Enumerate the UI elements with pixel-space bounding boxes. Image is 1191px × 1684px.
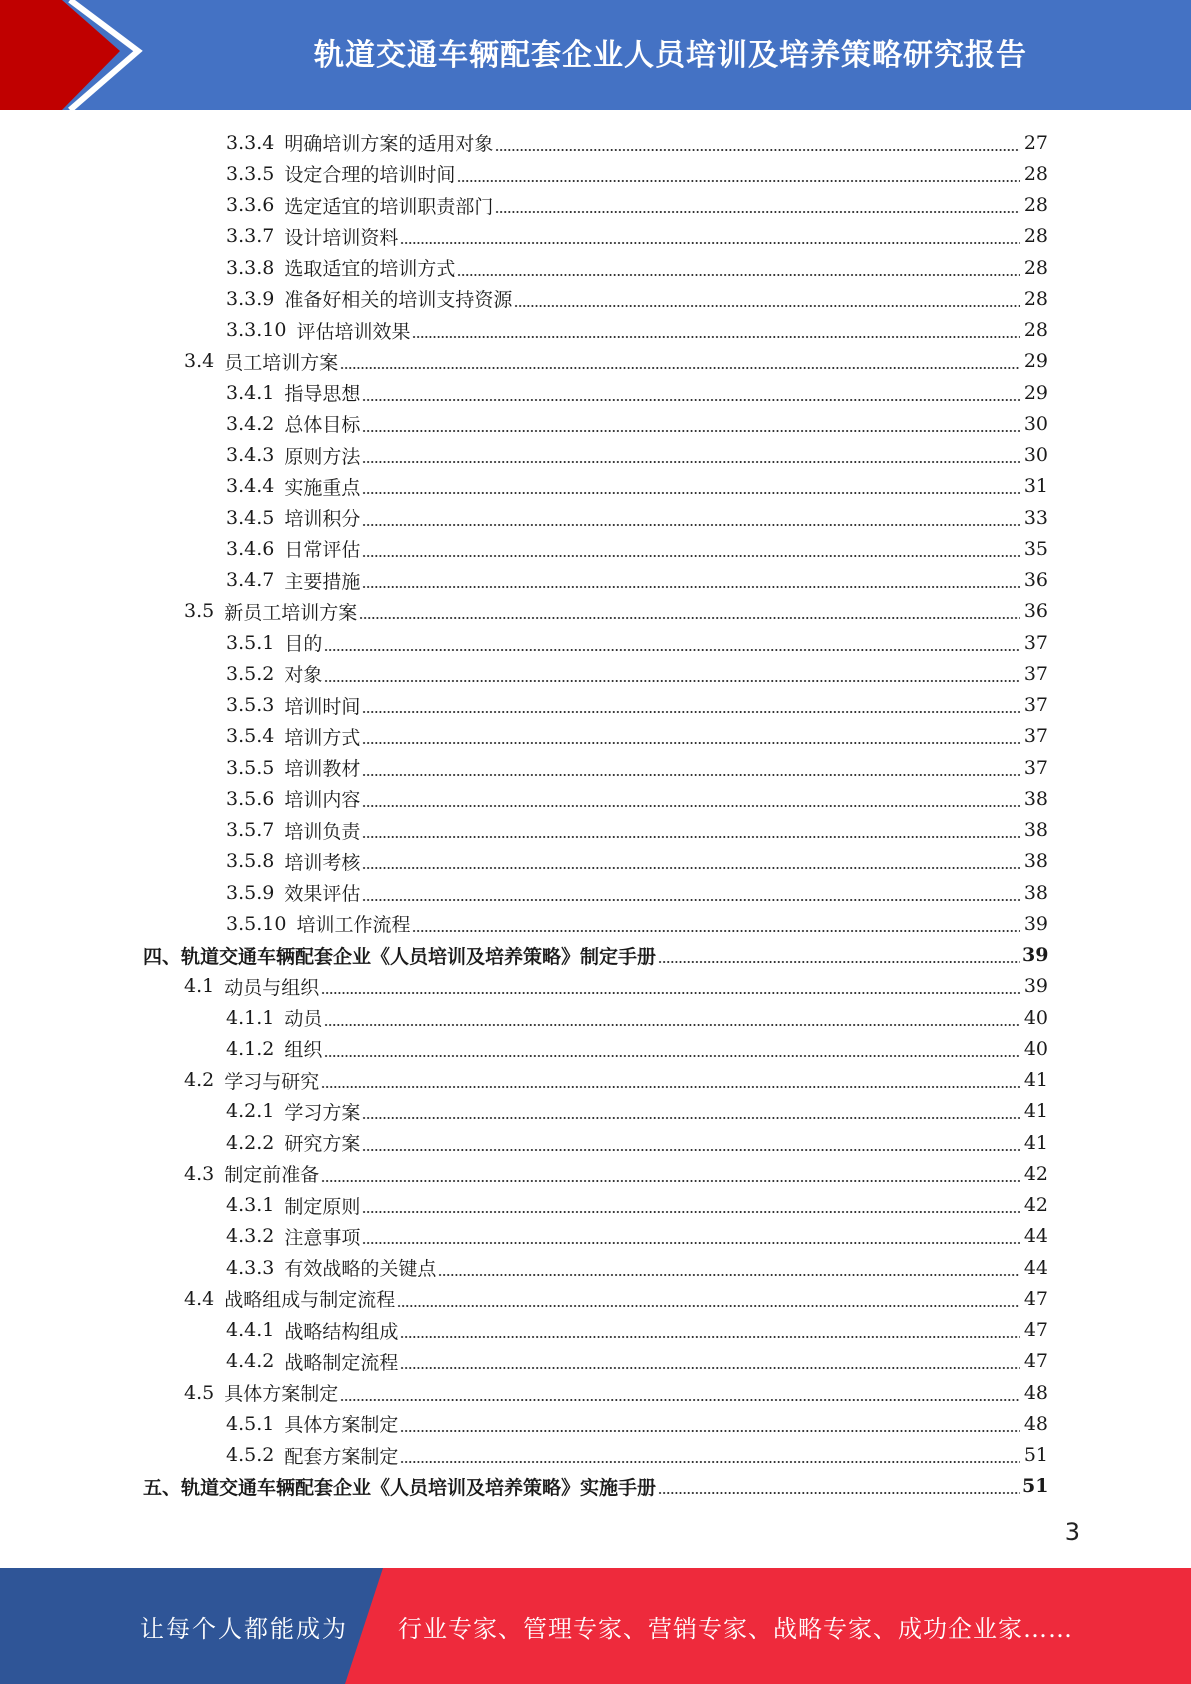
- toc-entry[interactable]: [0, 783, 1048, 814]
- toc-dot-leader: [362, 835, 1020, 839]
- toc-entry[interactable]: [0, 190, 1048, 221]
- toc-dot-leader: [400, 241, 1020, 245]
- toc-entry[interactable]: [0, 252, 1048, 283]
- toc-entry-title: 培训教材: [284, 758, 361, 781]
- toc-entry-title: 准备好相关的培训支持资源: [284, 289, 513, 312]
- toc-entry[interactable]: [0, 158, 1048, 189]
- toc-entry-page: 33: [1023, 506, 1048, 529]
- toc-entry[interactable]: [0, 1190, 1048, 1221]
- toc-entry-number: 4.1.2: [226, 1037, 275, 1060]
- toc-dot-leader: [397, 1304, 1020, 1308]
- toc-entry-title: 战略制定流程: [284, 1351, 399, 1374]
- toc-entry-number: 4.2: [184, 1069, 215, 1092]
- toc-entry-title: 学习与研究: [224, 1070, 320, 1093]
- toc-entry-title: 注意事项: [284, 1226, 361, 1249]
- toc-entry-page: 28: [1023, 225, 1048, 248]
- toc-dot-leader: [457, 179, 1020, 183]
- toc-entry-page: 39: [1023, 912, 1048, 935]
- toc-entry-title: 主要措施: [284, 570, 361, 593]
- toc-entry-page: 47: [1023, 1319, 1048, 1342]
- toc-entry-title: 培训时间: [284, 695, 361, 718]
- toc-dot-leader: [362, 741, 1020, 745]
- toc-dot-leader: [412, 929, 1020, 933]
- toc-entry-page: 40: [1023, 1037, 1048, 1060]
- toc-dot-leader: [324, 1054, 1020, 1058]
- toc-entry[interactable]: [0, 377, 1048, 408]
- toc-entry-page: 28: [1023, 162, 1048, 185]
- toc-entry-title: 动员与组织: [224, 976, 320, 999]
- toc-entry[interactable]: [0, 1440, 1048, 1471]
- toc-entry-number: 4.5.1: [226, 1412, 275, 1435]
- toc-entry-title: 战略结构组成: [284, 1320, 399, 1343]
- toc-entry-title: 学习方案: [284, 1101, 361, 1124]
- toc-entry-page: 39: [1022, 944, 1049, 967]
- toc-entry-title: 具体方案制定: [284, 1414, 399, 1437]
- page-footer: [0, 1568, 1191, 1684]
- toc-entry-number: 3.5.3: [226, 694, 275, 717]
- toc-entry-page: 51: [1023, 1444, 1048, 1467]
- toc-entry[interactable]: [0, 1315, 1048, 1346]
- toc-entry[interactable]: [0, 283, 1048, 314]
- toc-entry-title: 培训积分: [284, 508, 361, 531]
- toc-entry-page: 38: [1023, 819, 1048, 842]
- toc-dot-leader: [362, 1241, 1020, 1245]
- toc-entry-title: 研究方案: [284, 1133, 361, 1156]
- toc-dot-leader: [362, 866, 1020, 870]
- toc-entry-number: 3.5: [184, 600, 215, 623]
- toc-dot-leader: [514, 304, 1020, 308]
- toc-entry-page: 41: [1023, 1131, 1048, 1154]
- report-title: 轨道交通车辆配套企业人员培训及培养策略研究报告: [314, 37, 1027, 73]
- toc-dot-leader: [362, 1210, 1020, 1214]
- toc-entry-page: 31: [1023, 475, 1048, 498]
- toc-entry-page: 38: [1023, 881, 1048, 904]
- toc-entry[interactable]: [0, 1252, 1048, 1283]
- toc-entry-number: 3.4.5: [226, 506, 275, 529]
- toc-entry-title: 制定原则: [284, 1195, 361, 1218]
- toc-entry-title: 选取适宜的培训方式: [284, 258, 456, 281]
- toc-entry-title: 培训工作流程: [296, 914, 411, 937]
- toc-entry-number: 3.3.6: [226, 194, 275, 217]
- toc-entry-page: 30: [1023, 444, 1048, 467]
- toc-entry[interactable]: [0, 346, 1048, 377]
- toc-dot-leader: [362, 585, 1020, 589]
- toc-entry[interactable]: [0, 1471, 1048, 1502]
- page-header: [0, 0, 1191, 110]
- toc-entry-page: 39: [1023, 975, 1048, 998]
- toc-entry-page: 37: [1023, 725, 1048, 748]
- toc-entry-title: 动员: [284, 1008, 323, 1031]
- toc-entry-page: 38: [1023, 787, 1048, 810]
- toc-entry-number: 4.4: [184, 1287, 215, 1310]
- toc-entry[interactable]: [0, 908, 1048, 939]
- toc-dot-leader: [400, 1460, 1020, 1464]
- toc-entry-number: 3.4.6: [226, 537, 275, 560]
- toc-entry-number: 4.5: [184, 1381, 215, 1404]
- toc-entry-number: 4.2.2: [226, 1131, 275, 1154]
- toc-entry-number: 3.5.2: [226, 662, 275, 685]
- toc-entry-title: 实施重点: [284, 476, 361, 499]
- toc-entry[interactable]: [0, 1002, 1048, 1033]
- toc-entry[interactable]: [0, 877, 1048, 908]
- toc-entry-number: 3.3.8: [226, 256, 275, 279]
- toc-entry-number: 3.4.2: [226, 412, 275, 435]
- toc-dot-leader: [362, 804, 1020, 808]
- toc-entry-page: 44: [1023, 1225, 1048, 1248]
- toc-dot-leader: [400, 1335, 1020, 1339]
- toc-entry[interactable]: [0, 627, 1048, 658]
- toc-entry-number: 4.2.1: [226, 1100, 275, 1123]
- toc-entry-page: 37: [1023, 662, 1048, 685]
- toc-entry-page: 41: [1023, 1100, 1048, 1123]
- toc-dot-leader: [362, 773, 1020, 777]
- toc-entry-title: 评估培训效果: [296, 320, 411, 343]
- toc-entry[interactable]: [0, 1065, 1048, 1096]
- toc-entry-page: 48: [1023, 1381, 1048, 1404]
- toc-entry[interactable]: [0, 690, 1048, 721]
- toc-entry-number: 4.3.2: [226, 1225, 275, 1248]
- toc-entry[interactable]: [0, 971, 1048, 1002]
- toc-dot-leader: [412, 335, 1020, 339]
- toc-entry[interactable]: [0, 1346, 1048, 1377]
- toc-entry[interactable]: [0, 846, 1048, 877]
- toc-entry-number: 3.5.1: [226, 631, 275, 654]
- toc-entry-number: 3.4.3: [226, 444, 275, 467]
- toc-entry-title: 总体目标: [284, 414, 361, 437]
- toc-entry-page: 30: [1023, 412, 1048, 435]
- toc-dot-leader: [362, 398, 1020, 402]
- toc-dot-leader: [362, 460, 1020, 464]
- toc-entry[interactable]: [0, 315, 1048, 346]
- toc-dot-leader: [457, 273, 1020, 277]
- toc-entry-page: 28: [1023, 319, 1048, 342]
- toc-entry[interactable]: [0, 408, 1048, 439]
- toc-dot-leader: [359, 616, 1020, 620]
- toc-entry[interactable]: [0, 752, 1048, 783]
- toc-entry-page: 44: [1023, 1256, 1048, 1279]
- toc-entry[interactable]: [0, 721, 1048, 752]
- toc-entry-number: 4.4.1: [226, 1319, 275, 1342]
- toc-dot-leader: [362, 554, 1020, 558]
- toc-entry-title: 新员工培训方案: [224, 601, 358, 624]
- toc-entry[interactable]: [0, 565, 1048, 596]
- toc-entry[interactable]: [0, 658, 1048, 689]
- toc-entry-page: 28: [1023, 256, 1048, 279]
- toc-entry-title: 具体方案制定: [224, 1383, 339, 1406]
- toc-entry[interactable]: [0, 502, 1048, 533]
- toc-entry-title: 明确培训方案的适用对象: [284, 133, 494, 156]
- toc-entry[interactable]: [0, 596, 1048, 627]
- toc-entry-title: 效果评估: [284, 883, 361, 906]
- toc-dot-leader: [658, 960, 1020, 964]
- toc-entry-page: 27: [1023, 131, 1048, 154]
- toc-entry-number: 4.1: [184, 975, 215, 998]
- toc-dot-leader: [495, 148, 1020, 152]
- toc-entry[interactable]: [0, 1096, 1048, 1127]
- toc-entry-page: 37: [1023, 631, 1048, 654]
- toc-entry-title: 选定适宜的培训职责部门: [284, 195, 494, 218]
- toc-entry-title: 四、轨道交通车辆配套企业《人员培训及培养策略》制定手册: [143, 945, 657, 968]
- toc-entry-page: 38: [1023, 850, 1048, 873]
- toc-dot-leader: [362, 491, 1020, 495]
- toc-dot-leader: [438, 1273, 1020, 1277]
- toc-entry-number: 3.4: [184, 350, 215, 373]
- toc-entry-number: 3.3.10: [226, 319, 287, 342]
- toc-entry-title: 日常评估: [284, 539, 361, 562]
- toc-entry-page: 40: [1023, 1006, 1048, 1029]
- toc-entry-page: 47: [1023, 1350, 1048, 1373]
- toc-dot-leader: [340, 366, 1020, 370]
- toc-entry-page: 41: [1023, 1069, 1048, 1092]
- toc-dot-leader: [400, 1366, 1020, 1370]
- toc-entry-page: 42: [1023, 1162, 1048, 1185]
- toc-entry-number: 4.3.1: [226, 1194, 275, 1217]
- toc-dot-leader: [362, 1148, 1020, 1152]
- toc-entry-number: 4.3.3: [226, 1256, 275, 1279]
- toc-entry[interactable]: [0, 1408, 1048, 1439]
- toc-entry-page: 51: [1022, 1475, 1049, 1498]
- toc-entry-title: 原则方法: [284, 445, 361, 468]
- toc-entry-number: 4.3: [184, 1162, 215, 1185]
- toc-entry-number: 3.5.9: [226, 881, 275, 904]
- toc-entry[interactable]: [0, 440, 1048, 471]
- toc-dot-leader: [362, 1116, 1020, 1120]
- toc-dot-leader: [362, 523, 1020, 527]
- toc-entry-page: 28: [1023, 287, 1048, 310]
- footer-slogan-roles: 行业专家、管理专家、营销专家、战略专家、成功企业家……: [398, 1614, 1073, 1643]
- toc-entry-title: 制定前准备: [224, 1164, 320, 1187]
- toc-entry-title: 设计培训资料: [284, 226, 399, 249]
- toc-entry-page: 36: [1023, 600, 1048, 623]
- toc-entry[interactable]: [0, 1283, 1048, 1314]
- toc-entry[interactable]: [0, 1033, 1048, 1064]
- toc-dot-leader: [362, 898, 1020, 902]
- toc-entry-number: 3.3.7: [226, 225, 275, 248]
- toc-entry-page: 28: [1023, 194, 1048, 217]
- toc-entry-number: 3.5.5: [226, 756, 275, 779]
- toc-entry-page: 42: [1023, 1194, 1048, 1217]
- table-of-contents: [0, 127, 1191, 1502]
- toc-entry[interactable]: [0, 1221, 1048, 1252]
- toc-entry[interactable]: [0, 533, 1048, 564]
- toc-entry-page: 29: [1023, 350, 1048, 373]
- toc-entry-page: 29: [1023, 381, 1048, 404]
- toc-entry-number: 4.4.2: [226, 1350, 275, 1373]
- toc-entry-title: 培训考核: [284, 851, 361, 874]
- toc-entry-title: 有效战略的关键点: [284, 1258, 437, 1281]
- toc-entry[interactable]: [0, 127, 1048, 158]
- toc-dot-leader: [324, 679, 1020, 683]
- toc-entry-page: 47: [1023, 1287, 1048, 1310]
- toc-entry-title: 目的: [284, 633, 323, 656]
- toc-dot-leader: [362, 710, 1020, 714]
- toc-entry-title: 五、轨道交通车辆配套企业《人员培训及培养策略》实施手册: [143, 1476, 657, 1499]
- toc-entry-number: 4.5.2: [226, 1444, 275, 1467]
- page-number: 3: [1064, 1518, 1080, 1546]
- toc-entry-number: 3.3.5: [226, 162, 275, 185]
- toc-entry-number: 3.5.4: [226, 725, 275, 748]
- toc-entry[interactable]: [0, 815, 1048, 846]
- toc-entry-page: 37: [1023, 756, 1048, 779]
- toc-entry[interactable]: [0, 471, 1048, 502]
- toc-dot-leader: [321, 1179, 1020, 1183]
- toc-entry-page: 36: [1023, 569, 1048, 592]
- toc-entry[interactable]: [0, 1377, 1048, 1408]
- toc-dot-leader: [340, 1398, 1020, 1402]
- toc-entry-title: 培训内容: [284, 789, 361, 812]
- toc-dot-leader: [495, 210, 1020, 214]
- toc-entry-number: 3.3.9: [226, 287, 275, 310]
- toc-dot-leader: [324, 1023, 1020, 1027]
- footer-slogan-lead: 让每个人都能成为: [140, 1614, 348, 1643]
- toc-entry-number: 3.3.4: [226, 131, 275, 154]
- toc-entry-number: 3.4.7: [226, 569, 275, 592]
- toc-entry-title: 设定合理的培训时间: [284, 164, 456, 187]
- toc-dot-leader: [658, 1491, 1020, 1495]
- toc-entry-title: 指导思想: [284, 383, 361, 406]
- toc-entry-title: 战略组成与制定流程: [224, 1289, 396, 1312]
- toc-dot-leader: [362, 429, 1020, 433]
- toc-entry[interactable]: [0, 1127, 1048, 1158]
- toc-dot-leader: [400, 1429, 1020, 1433]
- toc-entry-number: 3.5.10: [226, 912, 287, 935]
- toc-entry-number: 4.1.1: [226, 1006, 275, 1029]
- toc-entry-title: 培训方式: [284, 726, 361, 749]
- toc-entry-title: 培训负责: [284, 820, 361, 843]
- toc-entry[interactable]: [0, 221, 1048, 252]
- toc-entry-page: 48: [1023, 1412, 1048, 1435]
- toc-entry-title: 员工培训方案: [224, 351, 339, 374]
- toc-dot-leader: [321, 1085, 1020, 1089]
- toc-dot-leader: [321, 991, 1020, 995]
- toc-entry-page: 35: [1023, 537, 1048, 560]
- toc-entry[interactable]: [0, 940, 1048, 971]
- toc-entry-number: 3.5.8: [226, 850, 275, 873]
- toc-entry-title: 组织: [284, 1039, 323, 1062]
- toc-entry-number: 3.4.1: [226, 381, 275, 404]
- toc-entry-number: 3.4.4: [226, 475, 275, 498]
- toc-entry-page: 37: [1023, 694, 1048, 717]
- toc-entry[interactable]: [0, 1158, 1048, 1189]
- toc-entry-number: 3.5.6: [226, 787, 275, 810]
- toc-entry-number: 3.5.7: [226, 819, 275, 842]
- toc-entry-title: 配套方案制定: [284, 1445, 399, 1468]
- toc-entry-title: 对象: [284, 664, 323, 687]
- toc-dot-leader: [324, 648, 1020, 652]
